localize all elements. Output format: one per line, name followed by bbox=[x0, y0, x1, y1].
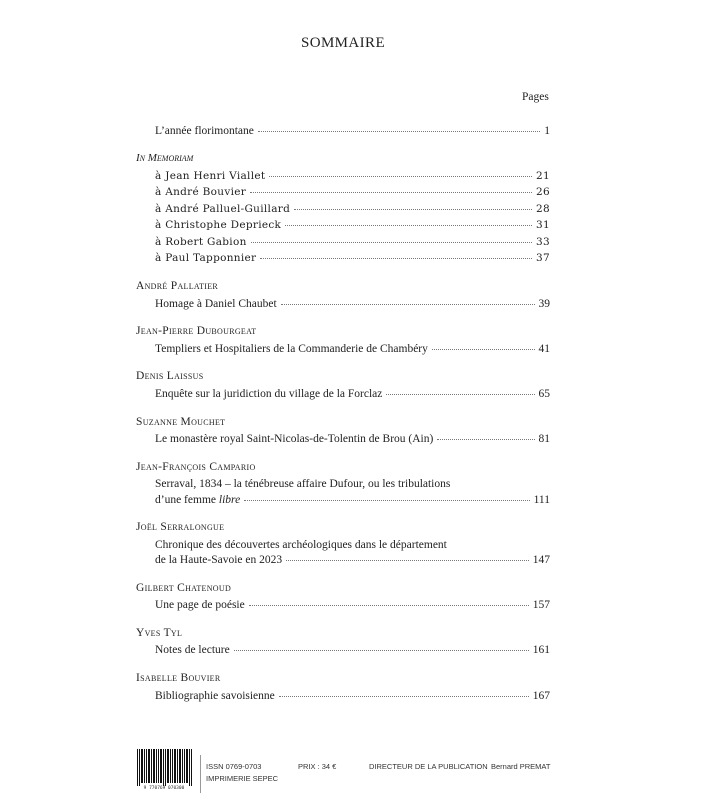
toc-entry-title: Notes de lecture bbox=[155, 644, 230, 656]
toc-entry-page: 37 bbox=[536, 252, 550, 264]
toc-entry-page: 21 bbox=[536, 170, 550, 182]
toc-entry bbox=[155, 342, 550, 356]
toc-entry-page: 33 bbox=[536, 236, 550, 248]
toc-entry-page: 1 bbox=[544, 125, 550, 137]
director-label: DIRECTEUR DE LA PUBLICATION bbox=[369, 762, 488, 771]
toc-entry-memoriam bbox=[155, 169, 550, 183]
dot-leader bbox=[437, 439, 534, 440]
dot-leader bbox=[251, 242, 532, 243]
section-author: Jean-François Campario bbox=[136, 461, 256, 473]
dot-leader bbox=[260, 258, 532, 259]
toc-entry-title: L’année florimontane bbox=[155, 125, 254, 137]
toc-entry-page: 167 bbox=[532, 690, 550, 702]
dot-leader bbox=[269, 176, 532, 177]
toc-entry-title-line: Serraval, 1834 – la ténébreuse affaire Dufour, ou les tribulations bbox=[155, 478, 451, 490]
toc-entry-page: 26 bbox=[536, 186, 550, 198]
toc-entry bbox=[155, 643, 550, 657]
section-author: Isabelle Bouvier bbox=[136, 672, 221, 684]
section-author: Jean-Pierre Dubourgeat bbox=[136, 325, 257, 337]
toc-entry-title: à Christophe Deprieck bbox=[155, 219, 282, 231]
section-author: Denis Laissus bbox=[136, 370, 204, 382]
dot-leader bbox=[285, 225, 532, 226]
title-emphasis: libre bbox=[218, 494, 241, 506]
pages-column-label: Pages bbox=[522, 91, 549, 103]
toc-entry-title-line bbox=[155, 493, 240, 507]
dot-leader bbox=[250, 192, 532, 193]
section-author: Gilbert Chatenoud bbox=[136, 582, 232, 594]
section-author: Joël Serralongue bbox=[136, 521, 225, 533]
dot-leader bbox=[258, 131, 540, 132]
toc-entry-title: Templiers et Hospitaliers de la Commanderie de Chambéry bbox=[155, 343, 428, 355]
toc-entry-page: 81 bbox=[538, 433, 550, 445]
colophon bbox=[136, 749, 550, 793]
toc-entry-page: 161 bbox=[532, 644, 550, 656]
dot-leader bbox=[244, 500, 529, 501]
dot-leader bbox=[279, 696, 529, 697]
page-title: SOMMAIRE bbox=[300, 35, 386, 51]
dot-leader bbox=[286, 560, 529, 561]
toc-entry-page: 41 bbox=[538, 343, 550, 355]
toc-entry-page: 65 bbox=[538, 388, 550, 400]
toc-entry-title: à Paul Tapponnier bbox=[155, 252, 257, 264]
toc-entry-memoriam bbox=[155, 202, 550, 216]
toc-entry bbox=[155, 598, 550, 612]
title-text: d’une femme bbox=[155, 494, 219, 506]
toc-entry-title: à Robert Gabion bbox=[155, 236, 247, 248]
dot-leader bbox=[432, 349, 535, 350]
toc-entry-title: à André Bouvier bbox=[155, 186, 247, 198]
toc-entry bbox=[155, 553, 550, 567]
toc-entry bbox=[155, 432, 550, 446]
section-author: Suzanne Mouchet bbox=[136, 416, 226, 428]
toc-entry-memoriam bbox=[155, 218, 550, 232]
toc-entry-page: 147 bbox=[532, 554, 550, 566]
dot-leader bbox=[249, 605, 529, 606]
toc-entry-intro bbox=[155, 124, 550, 138]
toc-entry-title: Bibliographie savoisienne bbox=[155, 690, 275, 702]
section-author: André Pallatier bbox=[136, 280, 219, 292]
toc-entry-title: Une page de poésie bbox=[155, 599, 245, 611]
printer: IMPRIMERIE SEPEC bbox=[206, 774, 279, 783]
toc-entry-page: 39 bbox=[538, 298, 550, 310]
dot-leader bbox=[386, 394, 534, 395]
toc-entry-memoriam bbox=[155, 251, 550, 265]
toc-entry-title: Homage à Daniel Chaubet bbox=[155, 298, 277, 310]
dot-leader bbox=[234, 650, 529, 651]
toc-entry bbox=[155, 297, 550, 311]
divider bbox=[200, 755, 201, 793]
toc-entry-page: 31 bbox=[536, 219, 550, 231]
issn: ISSN 0769-0703 bbox=[206, 762, 262, 771]
toc-entry bbox=[155, 387, 550, 401]
section-author: Yves Tyl bbox=[136, 627, 183, 639]
toc-entry-memoriam bbox=[155, 235, 550, 249]
toc-entry-title: à Jean Henri Viallet bbox=[155, 170, 266, 182]
toc-entry-page: 157 bbox=[532, 599, 550, 611]
dot-leader bbox=[294, 209, 532, 210]
price: PRIX : 34 € bbox=[298, 762, 337, 771]
toc-entry-page: 28 bbox=[536, 203, 550, 215]
toc-entry-title: à André Palluel-Guillard bbox=[155, 203, 291, 215]
toc-entry-title: Enquête sur la juridiction du village de la Forclaz bbox=[155, 388, 383, 400]
barcode-number: 9 770769 070300 bbox=[143, 786, 185, 791]
dot-leader bbox=[281, 304, 535, 305]
toc-entry-title-line: Chronique des découvertes archéologiques dans le département bbox=[155, 539, 447, 551]
memoriam-heading: In Memoriam bbox=[136, 152, 194, 164]
toc-entry bbox=[155, 689, 550, 703]
toc-entry-title: Le monastère royal Saint-Nicolas-de-Tolentin de Brou (Ain) bbox=[155, 433, 434, 445]
toc-entry bbox=[155, 493, 550, 507]
toc-entry-page: 111 bbox=[533, 494, 550, 506]
toc-entry-title-line: de la Haute-Savoie en 2023 bbox=[155, 554, 283, 566]
director-name: Bernard PREMAT bbox=[491, 762, 551, 771]
toc-entry-memoriam bbox=[155, 185, 550, 199]
